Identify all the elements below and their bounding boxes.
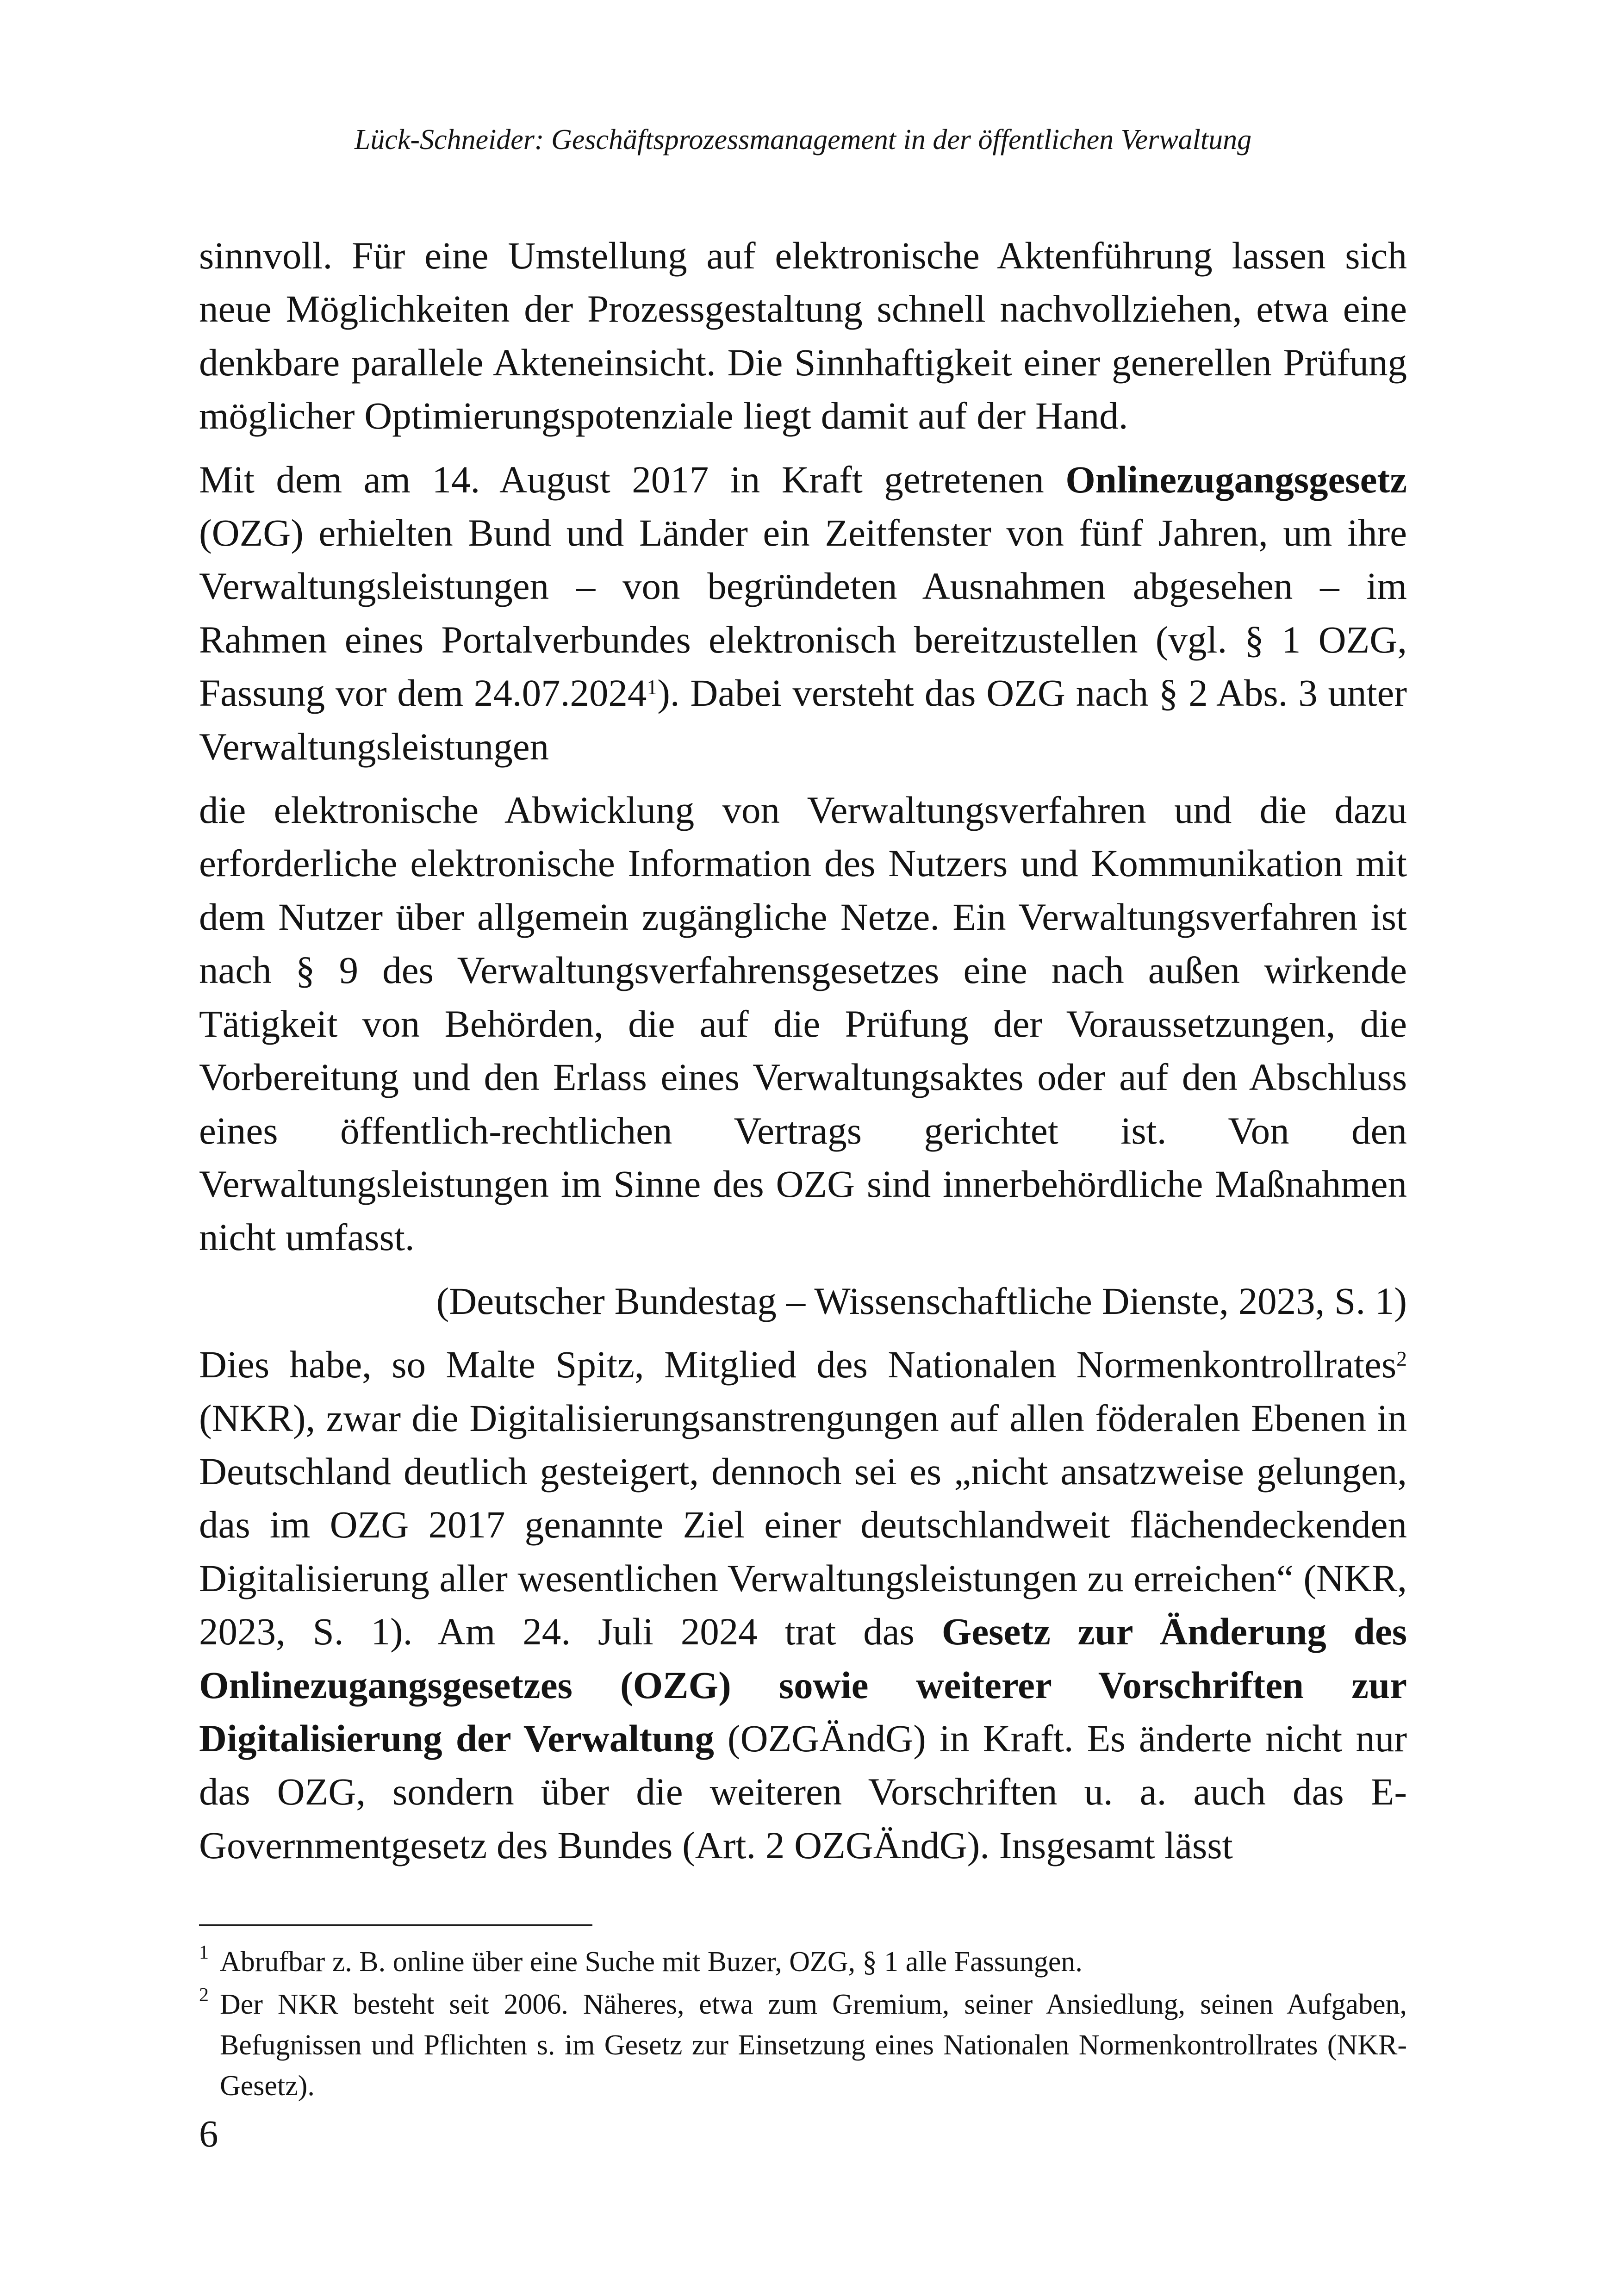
paragraph-2-text-a: Mit dem am 14. August 2017 in Kraft getretenen [199,458,1066,501]
footnote-rule [199,1924,592,1926]
term-ozgaendg: Gesetz zur Änderung des Onlinezugangsgesetzes (OZG) sowie weiterer Vorschriften zur Digitalisierung der Verwaltung [199,1610,1407,1760]
main-text [199,229,1407,1872]
term-onlinezugangsgesetz: Onlinezugangsgesetz [1065,458,1407,501]
footnote-mark-1: 1 [199,1942,209,1963]
block-quote: die elektronische Abwicklung von Verwaltungsverfahren und die dazu erforderliche elektronische Information des Nutzers und Kommunikation mit dem Nutzer über allgemein zugängliche Netze. Ein Verwaltungsverfahren ist nach § 9 des Verwaltungsverfahrensgesetzes eine nach außen wirkende Tätigkeit von Behörden, die auf die Prüfung der Voraussetzungen, die Vorbereitung und den Erlass eines Verwaltungsaktes oder auf den Abschluss eines öffentlich-rechtlichen Vertrags gerichtet ist. Von den Verwaltungsleistungen im Sinne des OZG sind innerbehördliche Maßnahmen nicht umfasst. [199,789,1407,1259]
footnote-mark-2: 2 [199,1985,209,2006]
running-header: Lück-Schneider: Geschäftsprozessmanagement in der öffentlichen Verwaltung [354,124,1252,156]
footnotes [199,1941,1407,2106]
page-number: 6 [199,2112,218,2155]
paragraph-1: sinnvoll. Für eine Umstellung auf elektronische Aktenführung lassen sich neue Möglichkeiten der Prozessgestaltung schnell nachvollziehen, etwa eine denkbare parallele Akteneinsicht. Die Sinnhaftigkeit einer generellen Prüfung möglicher Optimierungspotenziale liegt damit auf der Hand. [199,234,1407,437]
quote-source: (Deutscher Bundestag – Wissenschaftliche Dienste, 2023, S. 1) [436,1279,1407,1322]
paragraph-3 [199,1338,1407,1872]
footnote-text-2: Der NKR besteht seit 2006. Näheres, etwa zum Gremium, seiner Ansiedlung, seinen Aufgaben, Befugnissen und Pflichten s. im Gesetz zur Einsetzung eines Nationalen Normenkontrollrates (NKR-Gesetz). [220,1989,1407,2102]
footnote-ref-2: 2 [1396,1347,1407,1371]
footnote-ref-1: 1 [647,675,658,699]
footnote-text-1: Abrufbar z. B. online über eine Suche mit Buzer, OZG, § 1 alle Fassungen. [220,1946,1083,1978]
footnote-2 [199,1984,1407,2106]
paragraph-3-text-a: Dies habe, so Malte Spitz, Mitglied des Nationalen Normenkontrollrates [199,1343,1397,1386]
paragraph-2-text-c: ). Dabei versteht das OZG nach § 2 Abs. 3 unter Verwaltungsleistungen [199,672,1407,768]
paragraph-3-text-c: (OZGÄndG) in Kraft. Es änderte nicht nur das OZG, sondern über die weiteren Vorschriften u. a. auch das E-Governmentgesetz des Bundes (Art. 2 OZGÄndG). Insgesamt lässt [199,1717,1407,1867]
paragraph-2-text-b: (OZG) erhielten Bund und Länder ein Zeitfenster von fünf Jahren, um ihre Verwaltungsleistungen – von begründeten Ausnahmen abgesehen – im Rahmen eines Portalverbundes elektronisch bereitzustellen (vgl. § 1 OZG, Fassung vor dem 24.07.2024 [199,511,1407,715]
footnote-1 [199,1941,1407,1982]
paragraph-3-text-b: (NKR), zwar die Digitalisierungsanstrengungen auf allen föderalen Ebenen in Deutschland deutlich gesteigert, dennoch sei es „nicht ansatzweise gelungen, das im OZG 2017 genannte Ziel einer deutschlandweit flächendeckenden Digitalisierung aller wesentlichen Verwaltungsleistungen zu erreichen“ (NKR, 2023, S. 1). Am 24. Juli 2024 trat das [199,1396,1407,1653]
paragraph-2 [199,453,1407,773]
